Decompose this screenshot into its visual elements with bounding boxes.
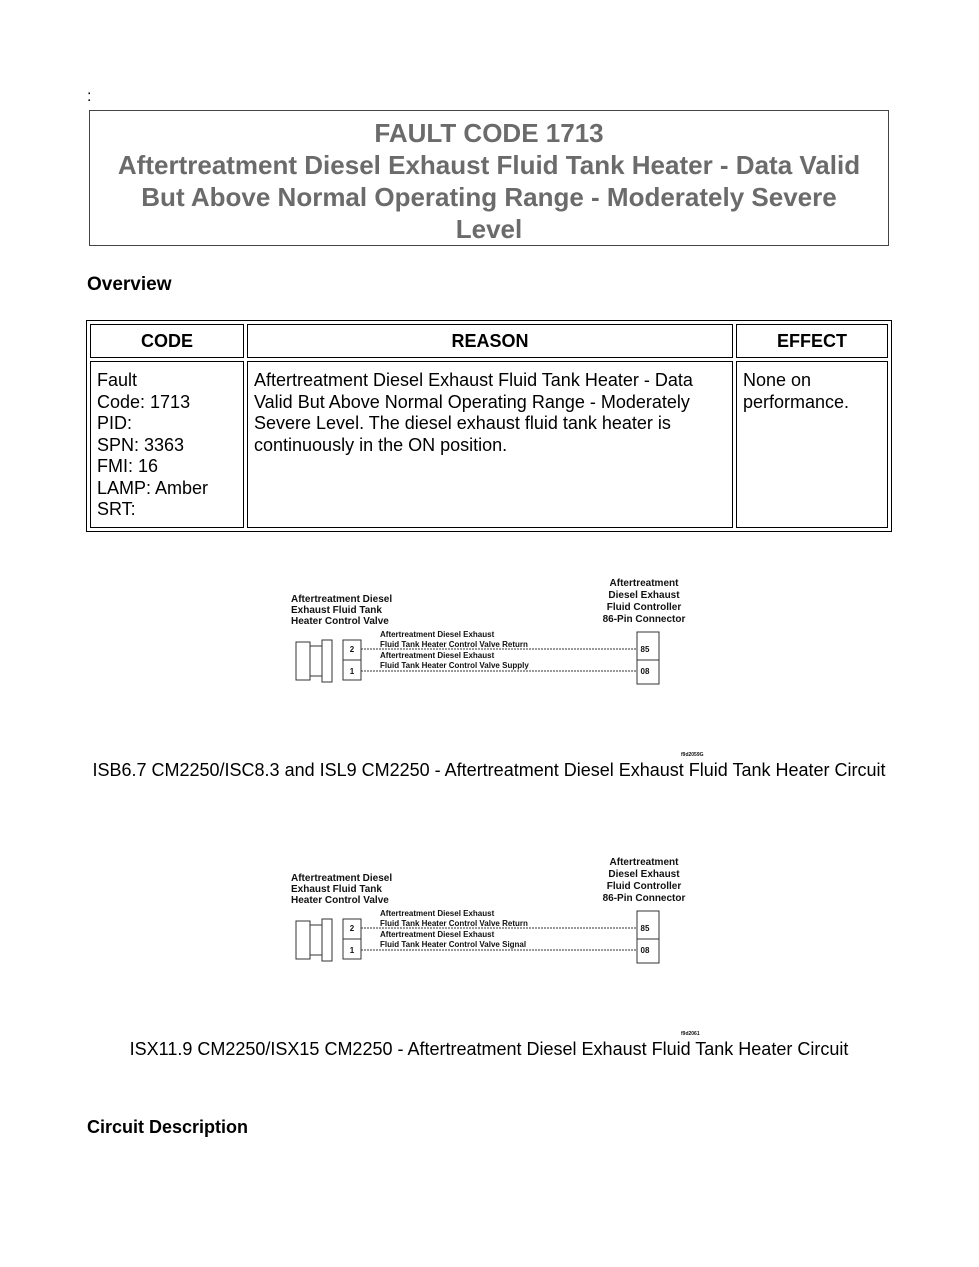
column-header-effect: EFFECT — [736, 324, 888, 358]
wire-label-line: Fluid Tank Heater Control Valve Supply — [380, 661, 529, 670]
right-label-line: Diesel Exhaust — [608, 590, 680, 601]
left-label-line: Exhaust Fluid Tank — [291, 884, 382, 895]
figure-ref: f9d2059G — [681, 752, 704, 758]
left-label-line: Aftertreatment Diesel — [291, 594, 393, 605]
fault-title-box — [89, 110, 889, 246]
code-cell — [90, 361, 244, 528]
pin-label: 2 — [349, 924, 355, 933]
fault-code-title: FAULT CODE 1713 — [374, 118, 604, 148]
right-label-line: Fluid Controller — [606, 602, 682, 613]
overview-table — [86, 320, 892, 532]
pin-label: 1 — [349, 946, 355, 955]
left-label-line: Aftertreatment Diesel — [291, 873, 393, 884]
code-line: SRT: — [97, 499, 136, 519]
valve-connector-flange — [322, 919, 332, 961]
fault-description-title: Aftertreatment Diesel Exhaust Fluid Tank Heater - Data Valid But Above Normal Operating Range - Moderately Severe Level — [117, 150, 861, 244]
wire-label-line: Fluid Tank Heater Control Valve Signal — [380, 940, 527, 949]
right-label-line: 86-Pin Connector — [602, 893, 686, 904]
valve-connector-body — [296, 921, 310, 959]
pin-label: 85 — [640, 645, 650, 654]
wiring-diagram-1 — [285, 572, 715, 762]
code-line: LAMP: Amber — [97, 477, 209, 498]
wire-label-line: Fluid Tank Heater Control Valve Return — [380, 919, 528, 928]
pin-label: 08 — [640, 946, 650, 955]
pin-label: 2 — [349, 645, 355, 654]
pin-label: 1 — [349, 667, 355, 676]
circuit-description-heading: Circuit Description — [87, 1117, 249, 1137]
right-label-line: 86-Pin Connector — [602, 614, 686, 625]
left-label-line: Heater Control Valve — [291, 895, 389, 906]
wire-label-line: Aftertreatment Diesel Exhaust — [380, 630, 495, 639]
valve-connector-shell — [310, 646, 322, 676]
right-label-line: Diesel Exhaust — [608, 869, 680, 880]
right-label-line: Aftertreatment — [609, 857, 679, 868]
valve-connector-body — [296, 642, 310, 680]
wire-label-line: Aftertreatment Diesel Exhaust — [380, 651, 495, 660]
controller-connector — [637, 911, 659, 963]
pin-label: 08 — [640, 667, 650, 676]
table-row — [90, 361, 888, 528]
wiring-diagram-2 — [285, 851, 715, 1041]
table-header-row — [90, 324, 888, 358]
column-header-code: CODE — [90, 324, 244, 358]
code-line: SPN: 3363 — [97, 434, 185, 455]
overview-heading: Overview — [87, 274, 172, 295]
valve-connector-flange — [322, 640, 332, 682]
pin-label: 85 — [640, 924, 650, 933]
code-line: PID: — [97, 413, 133, 433]
left-label-line: Exhaust Fluid Tank — [291, 605, 382, 616]
reason-cell: Aftertreatment Diesel Exhaust Fluid Tank Heater - Data Valid But Above Normal Operating Range - Moderately Severe Level. The diesel exhaust fluid tank heater is continuously in the ON position. — [247, 361, 733, 528]
diagram-2-caption: ISX11.9 CM2250/ISX15 CM2250 - Aftertreatment Diesel Exhaust Fluid Tank Heater Circuit — [129, 1039, 849, 1059]
wire-label-line: Fluid Tank Heater Control Valve Return — [380, 640, 528, 649]
column-header-reason: REASON — [247, 324, 733, 358]
right-label-line: Aftertreatment — [609, 578, 679, 589]
right-label-line: Fluid Controller — [606, 881, 682, 892]
code-line: Code: 1713 — [97, 391, 191, 412]
wire-label-line: Aftertreatment Diesel Exhaust — [380, 930, 495, 939]
valve-connector-shell — [310, 925, 322, 955]
code-line: FMI: 16 — [97, 456, 159, 476]
left-label-line: Heater Control Valve — [291, 616, 389, 627]
controller-connector — [637, 632, 659, 684]
code-line: Fault — [97, 370, 138, 390]
effect-cell: None on performance. — [736, 361, 888, 528]
diagram-1-caption: ISB6.7 CM2250/ISC8.3 and ISL9 CM2250 - Aftertreatment Diesel Exhaust Fluid Tank Heater Circuit — [92, 760, 886, 780]
wire-label-line: Aftertreatment Diesel Exhaust — [380, 909, 495, 918]
figure-ref: f9d2061 — [681, 1031, 700, 1037]
leading-colon: : — [87, 88, 92, 105]
